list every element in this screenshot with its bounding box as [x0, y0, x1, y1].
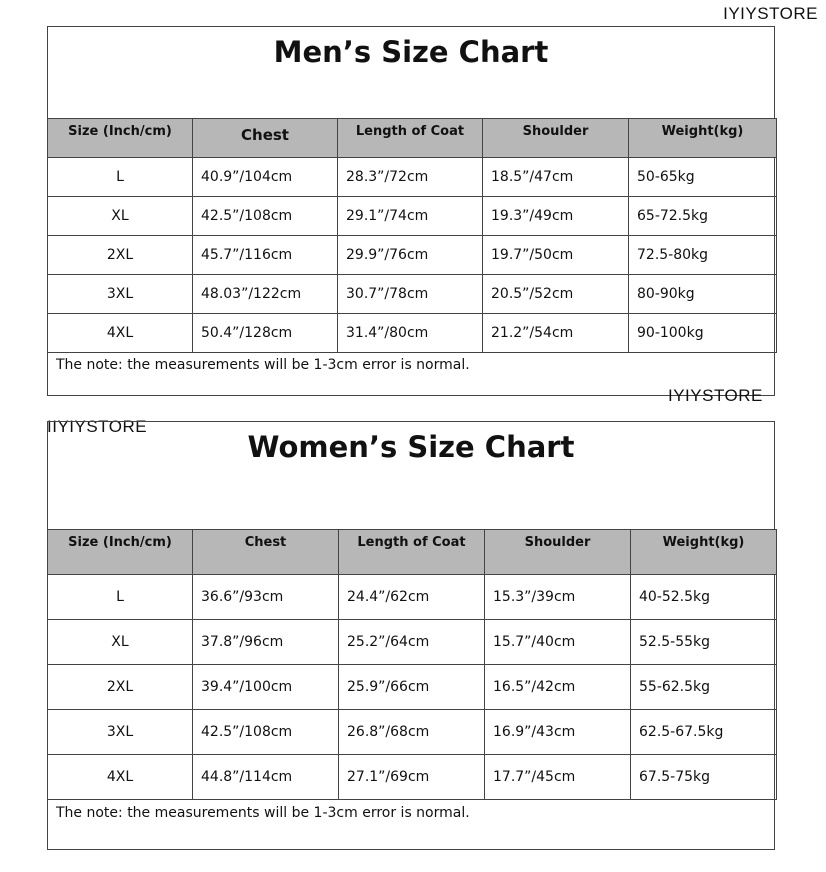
size-cell: 2XL: [48, 236, 193, 275]
length-cell: 29.1”/74cm: [338, 197, 483, 236]
mens-header-chest: Chest: [193, 119, 338, 158]
mens-note: The note: the measurements will be 1-3cm error is normal.: [56, 357, 470, 373]
length-cell: 31.4”/80cm: [338, 314, 483, 353]
womens-header-chest: Chest: [193, 530, 339, 575]
length-cell: 27.1”/69cm: [339, 755, 485, 800]
length-cell: 28.3”/72cm: [338, 158, 483, 197]
table-row: [48, 620, 777, 665]
womens-header-size: Size (Inch/cm): [48, 530, 193, 575]
shoulder-cell: 19.7”/50cm: [483, 236, 629, 275]
mens-size-chart: [47, 26, 775, 396]
mens-header-weight: Weight(kg): [629, 119, 777, 158]
length-cell: 30.7”/78cm: [338, 275, 483, 314]
mens-header-length: Length of Coat: [338, 119, 483, 158]
table-row: [48, 710, 777, 755]
chest-cell: 37.8”/96cm: [193, 620, 339, 665]
watermark-mid-left: IIYIYSTORE: [47, 417, 148, 436]
womens-header-row: [48, 530, 777, 575]
weight-cell: 72.5-80kg: [629, 236, 777, 275]
table-row: [48, 314, 777, 353]
length-cell: 29.9”/76cm: [338, 236, 483, 275]
womens-chart-title: Women’s Size Chart: [247, 430, 575, 464]
weight-cell: 52.5-55kg: [631, 620, 777, 665]
chest-cell: 42.5”/108cm: [193, 197, 338, 236]
watermark-top: IYIYSTORE: [723, 4, 818, 23]
size-cell: L: [48, 158, 193, 197]
table-row: [48, 575, 777, 620]
womens-size-table: [47, 529, 777, 800]
length-cell: 24.4”/62cm: [339, 575, 485, 620]
length-cell: 25.9”/66cm: [339, 665, 485, 710]
womens-header-length: Length of Coat: [339, 530, 485, 575]
table-row: [48, 236, 777, 275]
size-cell: L: [48, 575, 193, 620]
watermark-mid-right: IYIYSTORE: [668, 386, 763, 405]
chest-cell: 42.5”/108cm: [193, 710, 339, 755]
shoulder-cell: 15.3”/39cm: [485, 575, 631, 620]
mens-chart-title: Men’s Size Chart: [273, 35, 549, 69]
mens-header-shoulder: Shoulder: [483, 119, 629, 158]
mens-size-table: [47, 118, 777, 353]
size-cell: 4XL: [48, 314, 193, 353]
weight-cell: 65-72.5kg: [629, 197, 777, 236]
chest-cell: 44.8”/114cm: [193, 755, 339, 800]
length-cell: 25.2”/64cm: [339, 620, 485, 665]
shoulder-cell: 16.5”/42cm: [485, 665, 631, 710]
chest-cell: 48.03”/122cm: [193, 275, 338, 314]
table-row: [48, 755, 777, 800]
shoulder-cell: 15.7”/40cm: [485, 620, 631, 665]
table-row: [48, 197, 777, 236]
table-row: [48, 275, 777, 314]
shoulder-cell: 16.9”/43cm: [485, 710, 631, 755]
weight-cell: 62.5-67.5kg: [631, 710, 777, 755]
chest-cell: 36.6”/93cm: [193, 575, 339, 620]
length-cell: 26.8”/68cm: [339, 710, 485, 755]
weight-cell: 80-90kg: [629, 275, 777, 314]
chest-cell: 50.4”/128cm: [193, 314, 338, 353]
size-cell: XL: [48, 620, 193, 665]
shoulder-cell: 17.7”/45cm: [485, 755, 631, 800]
size-cell: 3XL: [48, 275, 193, 314]
chest-cell: 45.7”/116cm: [193, 236, 338, 275]
shoulder-cell: 18.5”/47cm: [483, 158, 629, 197]
table-row: [48, 665, 777, 710]
table-row: [48, 158, 777, 197]
weight-cell: 50-65kg: [629, 158, 777, 197]
womens-note: The note: the measurements will be 1-3cm error is normal.: [56, 805, 470, 821]
shoulder-cell: 21.2”/54cm: [483, 314, 629, 353]
womens-size-chart: [47, 421, 775, 850]
womens-header-shoulder: Shoulder: [485, 530, 631, 575]
size-cell: XL: [48, 197, 193, 236]
shoulder-cell: 20.5”/52cm: [483, 275, 629, 314]
weight-cell: 90-100kg: [629, 314, 777, 353]
size-cell: 3XL: [48, 710, 193, 755]
chest-cell: 40.9”/104cm: [193, 158, 338, 197]
womens-header-weight: Weight(kg): [631, 530, 777, 575]
weight-cell: 67.5-75kg: [631, 755, 777, 800]
mens-header-row: [48, 119, 777, 158]
chest-cell: 39.4”/100cm: [193, 665, 339, 710]
size-cell: 2XL: [48, 665, 193, 710]
mens-header-size: Size (Inch/cm): [48, 119, 193, 158]
shoulder-cell: 19.3”/49cm: [483, 197, 629, 236]
size-cell: 4XL: [48, 755, 193, 800]
weight-cell: 55-62.5kg: [631, 665, 777, 710]
weight-cell: 40-52.5kg: [631, 575, 777, 620]
